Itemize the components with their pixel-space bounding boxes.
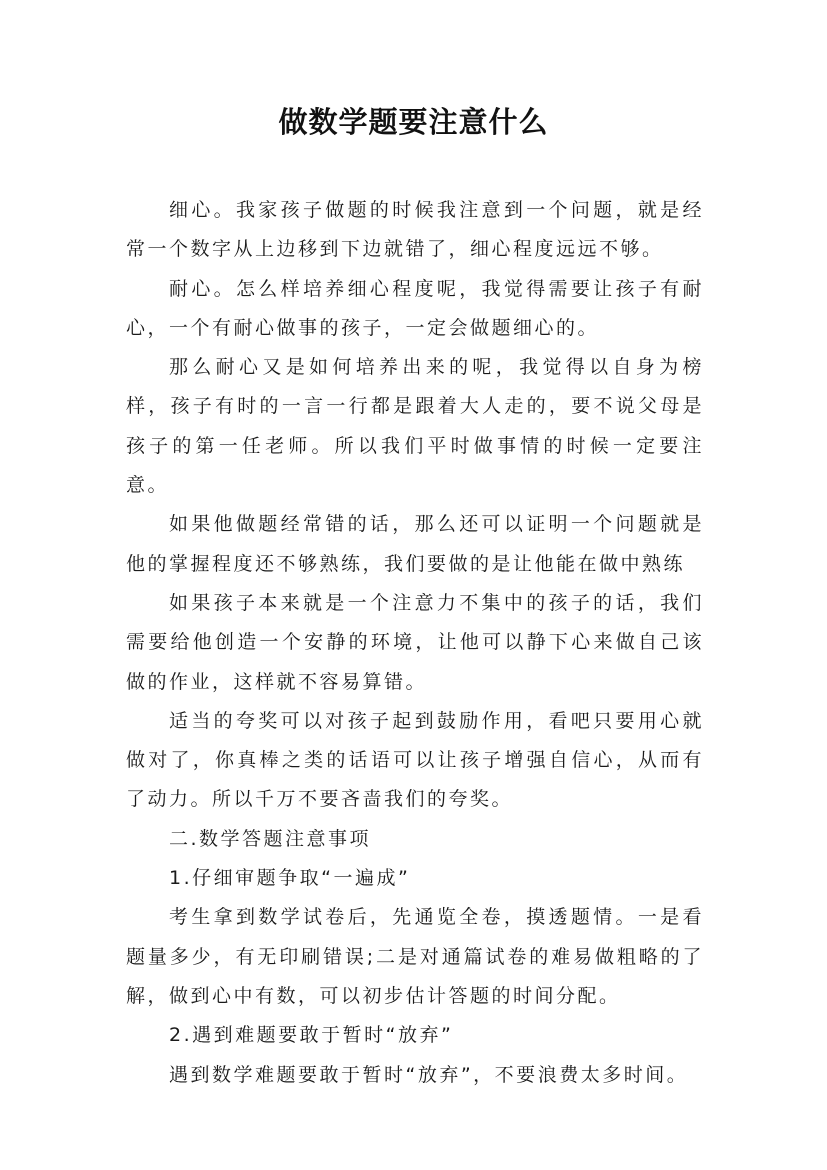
paragraph-quiet-environment: 如果孩子本来就是一个注意力不集中的孩子的话，我们需要给他创造一个安静的环境，让他可以静下心来做自己该做的作业，这样就不容易算错。	[126, 591, 704, 693]
paragraph-review-paper: 考生拿到数学试卷后，先通览全卷，摸透题情。一是看题量多少，有无印刷错误;二是对通篇试卷的难易做粗略的了解，做到心中有数，可以初步估计答题的时间分配。	[126, 906, 704, 1007]
paragraph-carefulness: 细心。我家孩子做题的时候我注意到一个问题，就是经常一个数字从上边移到下边就错了，细心程度远远不够。	[126, 199, 704, 261]
subheading-skip-hard-questions: 2.遇到难题要敢于暂时“放弃”	[169, 1024, 454, 1047]
document-title: 做数学题要注意什么	[278, 105, 549, 139]
paragraph-skip-hard-questions: 遇到数学难题要敢于暂时“放弃”，不要浪费太多时间。	[169, 1063, 689, 1086]
document-body	[126, 191, 704, 1095]
section-heading-exam-tips: 二.数学答题注意事项	[169, 827, 372, 850]
paragraph-role-model: 那么耐心又是如何培养出来的呢，我觉得以自身为榜样，孩子有时的一言一行都是跟着大人走的，要不说父母是孩子的第一任老师。所以我们平时做事情的时候一定要注意。	[126, 356, 704, 497]
paragraph-patience: 耐心。怎么样培养细心程度呢，我觉得需要让孩子有耐心，一个有耐心做事的孩子，一定会做题细心的。	[126, 277, 704, 339]
paragraph-praise: 适当的夸奖可以对孩子起到鼓励作用，看吧只要用心就做对了，你真棒之类的话语可以让孩子增强自信心，从而有了动力。所以千万不要吝啬我们的夸奖。	[126, 709, 704, 811]
subheading-read-carefully: 1.仔细审题争取“一遍成”	[169, 867, 411, 890]
paragraph-mastery: 如果他做题经常错的话，那么还可以证明一个问题就是他的掌握程度还不够熟练，我们要做的是让他能在做中熟练	[126, 513, 704, 575]
